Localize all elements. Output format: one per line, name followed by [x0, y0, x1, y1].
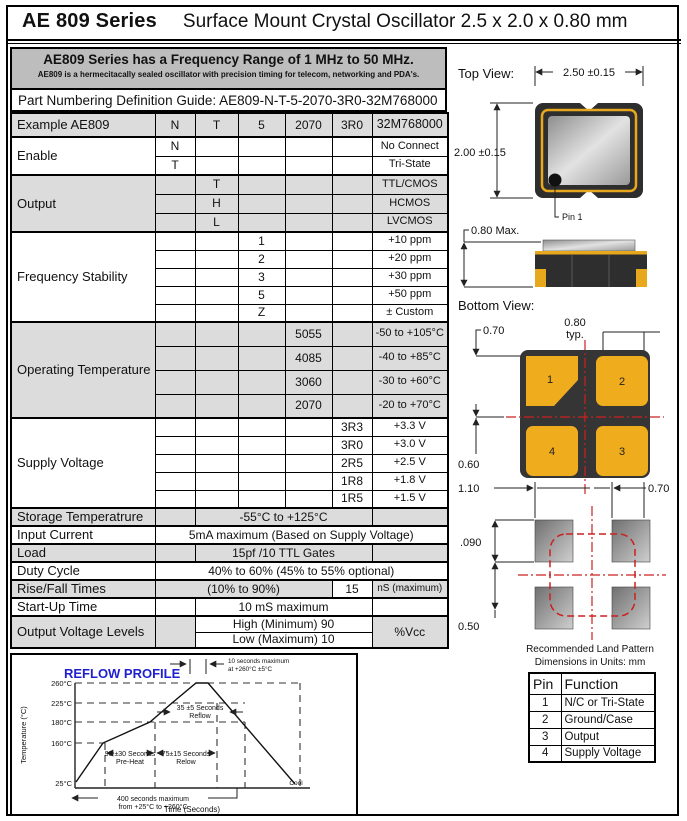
code-cell: 1R5	[332, 490, 372, 508]
pin-function: Ground/Case	[561, 711, 655, 728]
pin-row	[529, 728, 655, 745]
output-label: Output	[11, 175, 155, 232]
code-cell: 5	[238, 286, 285, 304]
part-numbering-guide: Part Numbering Definition Guide: AE809-N-T-5-2070-3R0-32M768000	[10, 90, 447, 112]
load-label: Load	[11, 544, 155, 562]
svg-text:180°C: 180°C	[51, 718, 72, 727]
top-view-drawing	[450, 56, 682, 231]
bottom-view-label: Bottom View:	[458, 298, 535, 313]
optemp-label: Operating Temperature	[11, 322, 155, 418]
duty-cycle-label: Duty Cycle	[11, 562, 155, 580]
reflow-annotation: Reflow	[189, 713, 211, 720]
risefall-label: Rise/Fall Times	[11, 580, 155, 598]
svg-text:4: 4	[548, 446, 556, 458]
left-bottom-dimension: 0.60	[458, 459, 480, 471]
table-row	[11, 580, 448, 598]
banner-subline: AE809 is a hermecitacally sealed oscillator with precision timing for telecom, networking and PDA's.	[37, 70, 420, 79]
pin-number: 4	[529, 745, 561, 762]
stability-label: Frequency Stability	[11, 232, 155, 322]
lid-side	[543, 240, 635, 251]
code-cell: 1	[238, 232, 285, 250]
function-header: Function	[561, 673, 655, 694]
banner-headline: AE809 Series has a Frequency Range of 1 MHz to 50 MHz.	[43, 52, 414, 67]
table-row	[11, 562, 448, 580]
table-row	[11, 137, 448, 156]
frequency-range-banner	[10, 47, 447, 90]
value-cell: -50 to +105°C	[372, 322, 448, 346]
code-cell: 2070	[285, 394, 332, 418]
preheat-annotation: 90 ±30 Seconds	[104, 751, 156, 758]
value-cell: Tri-State	[372, 156, 448, 175]
value-cell: +1.8 V	[372, 472, 448, 490]
code-cell: L	[195, 213, 238, 232]
reflow-title: REFLOW PROFILE	[64, 666, 181, 681]
value-cell: +3.0 V	[372, 436, 448, 454]
height-dimension: 2.00 ±0.15	[454, 147, 506, 159]
code-cell: 3R3	[332, 418, 372, 436]
code-cell: 3R0	[332, 436, 372, 454]
pin-header: Pin	[529, 673, 561, 694]
load-value: 15pf /10 TTL Gates	[195, 544, 372, 562]
pin-function: Supply Voltage	[561, 745, 655, 762]
input-current-value: 5mA maximum (Based on Supply Voltage)	[155, 526, 448, 544]
bottom-view-drawing	[450, 296, 682, 496]
reflow-profile-box	[10, 653, 358, 816]
value-cell: +30 ppm	[372, 268, 448, 286]
top-dim-lines	[494, 482, 646, 518]
pin1-label: Pin 1	[562, 212, 583, 222]
max-height-dimension: 0.80 Max.	[471, 225, 520, 237]
table-row	[11, 616, 448, 632]
code-cell: 3	[238, 268, 285, 286]
left-top-dimension: 0.70	[483, 325, 505, 337]
svg-text:1: 1	[546, 374, 554, 386]
spec-table	[10, 112, 449, 649]
castellation-left	[535, 269, 546, 287]
table-row	[11, 113, 448, 137]
ovl-unit: %Vcc	[372, 616, 448, 648]
pin-table-header	[529, 673, 655, 694]
code-cell: H	[195, 194, 238, 213]
grid-dashed-lines	[75, 683, 300, 788]
code-cell: 5055	[285, 322, 332, 346]
input-current-label: Input Current	[11, 526, 155, 544]
header-divider	[6, 39, 681, 44]
pin-row	[529, 711, 655, 728]
peak-annotation: 10 seconds maximum	[228, 658, 290, 665]
ovl-label: Output Voltage Levels	[11, 616, 155, 648]
table-row	[11, 526, 448, 544]
pin1-dot	[549, 174, 562, 187]
value-cell: No Connect	[372, 137, 448, 156]
code-cell: Z	[238, 304, 285, 322]
land-pattern-caption	[500, 644, 680, 669]
pitch-dimension: 0.80	[564, 317, 586, 329]
value-cell: HCMOS	[372, 194, 448, 213]
code-cell: 1R8	[332, 472, 372, 490]
pin-function: N/C or Tri-State	[561, 694, 655, 711]
dim-0-70: 0.70	[648, 483, 670, 495]
value-cell: -30 to +60°C	[372, 370, 448, 394]
dim-090: .090	[460, 537, 482, 549]
seal-strip	[535, 251, 647, 255]
code-cell: 2	[238, 250, 285, 268]
table-row	[11, 175, 448, 194]
svg-text:3: 3	[618, 446, 626, 458]
svg-text:2: 2	[618, 376, 626, 388]
svg-text:260°C: 260°C	[51, 679, 72, 688]
caption-line: Recommended Land Pattern	[526, 644, 654, 655]
code-cell: 4085	[285, 346, 332, 370]
pin-function-table	[528, 672, 656, 763]
startup-value: 10 mS maximum	[195, 598, 372, 616]
storage-value: -55°C to +125°C	[195, 508, 372, 526]
total-time-annotation: from +25°C to +260°C	[118, 804, 188, 811]
supply-label: Supply Voltage	[11, 418, 155, 508]
reflow-annotation: 35 ±5 Seconds	[176, 705, 224, 712]
svg-text:25°C: 25°C	[55, 779, 72, 788]
reflow-profile-chart	[12, 655, 356, 814]
example-frequency: 32M768000	[372, 113, 448, 137]
risefall-unit: nS (maximum)	[372, 580, 448, 598]
risefall-number: 15	[332, 580, 372, 598]
body-side	[535, 251, 647, 287]
value-cell: +10 ppm	[372, 232, 448, 250]
pitch-dim-lines	[603, 332, 660, 352]
example-label: Example AE809	[11, 113, 155, 137]
pin-function: Output	[561, 728, 655, 745]
page-title	[22, 10, 672, 33]
value-cell: TTL/CMOS	[372, 175, 448, 194]
value-cell: -20 to +70°C	[372, 394, 448, 418]
table-row	[11, 418, 448, 436]
code-cell: 2R5	[332, 454, 372, 472]
value-cell: +2.5 V	[372, 454, 448, 472]
caption-line: Dimensions in Units: mm	[534, 656, 646, 668]
code-cell: 3060	[285, 370, 332, 394]
svg-text:225°C: 225°C	[51, 699, 72, 708]
example-code: 2070	[285, 113, 332, 137]
risefall-range: (10% to 90%)	[155, 580, 332, 598]
dim-bracket	[464, 230, 469, 242]
example-code: N	[155, 113, 195, 137]
metal-lid	[548, 116, 630, 185]
dim-bracket	[476, 330, 481, 342]
table-row	[11, 598, 448, 616]
pin-row	[529, 745, 655, 762]
land-pattern-drawing	[450, 478, 682, 644]
peak-annotation: at +260°C ±5°C	[228, 666, 273, 673]
svg-text:160°C: 160°C	[51, 739, 72, 748]
storage-label: Storage Temperatrure	[11, 508, 155, 526]
duty-cycle-value: 40% to 60% (45% to 55% optional)	[155, 562, 448, 580]
ovl-low: Low (Maximum) 10	[195, 632, 372, 648]
height-dim-lines	[464, 242, 541, 287]
temperature-profile-line	[76, 683, 295, 784]
left-dim-lines	[476, 342, 524, 454]
relow-annotation: 75±15 Seconds	[161, 751, 211, 758]
table-row	[11, 544, 448, 562]
x-axis-label: Time (Seconds)	[163, 805, 221, 814]
code-cell: T	[195, 175, 238, 194]
y-axis-label: Temperature (°C)	[19, 706, 28, 764]
value-cell: ± Custom	[372, 304, 448, 322]
pin-number: 2	[529, 711, 561, 728]
total-time-elbow	[208, 788, 237, 798]
enable-label: Enable	[11, 137, 155, 175]
pin-number: 3	[529, 728, 561, 745]
y-tick-labels	[51, 679, 73, 788]
product-subtitle: Surface Mount Crystal Oscillator 2.5 x 2.0 x 0.80 mm	[182, 11, 628, 32]
relow-annotation: Relow	[176, 759, 196, 766]
value-cell: +3.3 V	[372, 418, 448, 436]
value-cell: +20 ppm	[372, 250, 448, 268]
castellation-right	[636, 269, 647, 287]
dim-0-50: 0.50	[458, 621, 480, 633]
preheat-annotation: Pre-Heat	[115, 759, 145, 766]
code-cell: T	[155, 156, 195, 175]
total-time-annotation: 400 seconds maximum	[117, 796, 189, 803]
left-dim-lines	[495, 520, 534, 618]
startup-label: Start-Up Time	[11, 598, 155, 616]
value-cell: +1.5 V	[372, 490, 448, 508]
series-title: AE 809 Series	[22, 10, 157, 32]
value-cell: LVCMOS	[372, 213, 448, 232]
side-view-drawing	[450, 222, 682, 302]
example-code: 3R0	[332, 113, 372, 137]
example-code: 5	[238, 113, 285, 137]
value-cell: +50 ppm	[372, 286, 448, 304]
table-row	[11, 322, 448, 346]
pitch-dimension: typ.	[566, 329, 584, 341]
pin-number: 1	[529, 694, 561, 711]
example-code: T	[195, 113, 238, 137]
top-view-label: Top View:	[458, 66, 515, 81]
table-row	[11, 508, 448, 526]
pin-row	[529, 694, 655, 711]
value-cell: -40 to +85°C	[372, 346, 448, 370]
cool-label: Cool	[289, 780, 303, 787]
dim-1-10: 1.10	[458, 483, 480, 495]
ovl-high: High (Minimum) 90	[195, 616, 372, 632]
code-cell: N	[155, 137, 195, 156]
table-row	[11, 232, 448, 250]
width-dimension: 2.50 ±0.15	[563, 67, 615, 79]
